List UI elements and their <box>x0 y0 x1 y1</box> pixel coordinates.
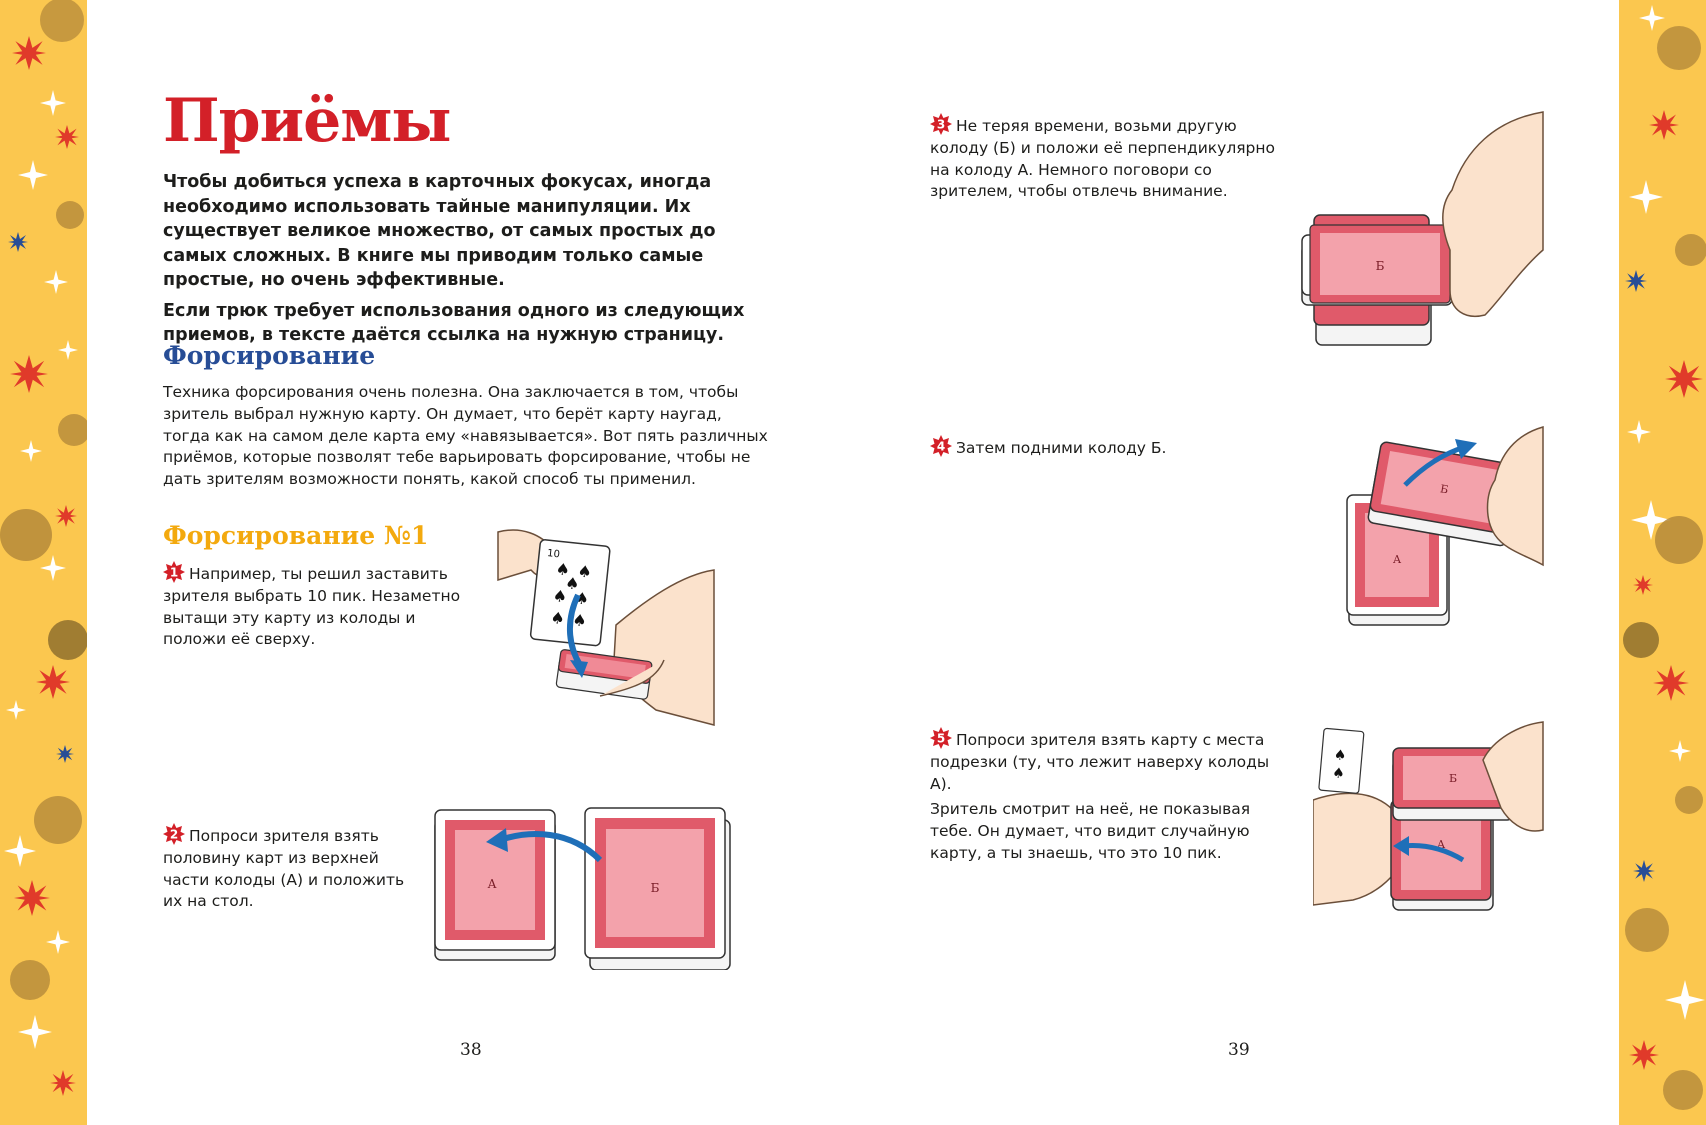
svg-text:Б: Б <box>1375 259 1385 273</box>
step-text: Не теряя времени, возьми другую колоду (Б) и положи её перпендикулярно на колоду А. Немного поговори со зрителем, чтобы отвлечь внимание. <box>930 117 1276 201</box>
svg-text:1: 1 <box>169 565 179 580</box>
svg-text:3: 3 <box>936 117 946 132</box>
step-text: Затем подними колоду Б. <box>956 439 1167 457</box>
subsection-heading: Форсирование №1 <box>163 521 429 550</box>
page-title: Приёмы <box>163 86 451 156</box>
step-text: Попроси зрителя взять карту с места подрезки (ту, что лежит наверху колоды А). <box>930 731 1270 793</box>
svg-text:♠: ♠ <box>554 559 571 580</box>
left-decorative-border <box>0 0 87 1125</box>
svg-text:10: 10 <box>546 548 561 561</box>
star-pattern-icon <box>0 0 87 1125</box>
page-number-left: 38 <box>460 1040 482 1060</box>
step-4 <box>930 435 1230 460</box>
svg-text:♠: ♠ <box>1331 765 1346 783</box>
step-text: Например, ты решил заставить зрителя выбрать 10 пик. Незаметно вытащи эту карту из колоды и положи её сверху. <box>163 565 461 649</box>
svg-text:♠: ♠ <box>576 561 593 582</box>
illustration-step-2 <box>430 800 740 970</box>
hand-illustration <box>1443 112 1543 316</box>
illustration-step-4 <box>1325 425 1545 635</box>
svg-text:Б: Б <box>1448 772 1458 785</box>
svg-text:5: 5 <box>936 731 946 746</box>
step-number-badge-icon <box>163 823 185 845</box>
svg-text:4: 4 <box>936 439 946 454</box>
step-number-badge-icon <box>163 561 185 583</box>
section-heading: Форсирование <box>163 341 376 370</box>
section-paragraph: Техника форсирования очень полезна. Она заключается в том, чтобы зритель выбрал нужную карту. Он думает, что берёт карту наугад, тогда как на самом деле карта ему «навязывается». Вот пять различных приёмов, которые позволят тебе варьировать форсирование, чтобы не дать зрителям возможности понять, какой способ ты применил. <box>163 383 768 489</box>
page-number-right: 39 <box>1228 1040 1250 1060</box>
illustration-step-1 <box>496 520 716 730</box>
step-2 <box>163 823 408 913</box>
ten-of-spades-card <box>1319 728 1364 793</box>
intro-text <box>163 170 763 354</box>
deck-b <box>585 808 730 970</box>
svg-text:♠: ♠ <box>551 585 569 607</box>
intro-paragraph: Чтобы добиться успеха в карточных фокусах, иногда необходимо использовать тайные манипуляции. Их существует великое множество, от самых простых до самых сложных. В книге мы приводим только самые простые, но очень эффективные. <box>163 172 716 290</box>
step-number-badge-icon <box>930 113 952 135</box>
step-5 <box>930 727 1275 865</box>
svg-text:♠: ♠ <box>573 588 590 609</box>
svg-text:♠: ♠ <box>1333 747 1348 765</box>
hand-illustration <box>1313 793 1403 905</box>
intro-paragraph: Если трюк требует использования одного из следующих приемов, в тексте даётся ссылка на нужную страницу. <box>163 300 745 345</box>
svg-text:А: А <box>1392 553 1402 566</box>
svg-text:А: А <box>487 877 497 891</box>
svg-text:2: 2 <box>169 827 179 842</box>
illustration-step-5 <box>1313 720 1545 925</box>
right-decorative-border <box>1619 0 1706 1125</box>
svg-text:Б: Б <box>650 881 660 895</box>
step-1 <box>163 561 473 651</box>
svg-text:♠: ♠ <box>564 573 581 594</box>
svg-text:А: А <box>1436 838 1446 851</box>
deck-b <box>1302 225 1452 305</box>
step-3 <box>930 113 1275 203</box>
step-number-badge-icon <box>930 435 952 457</box>
illustration-step-3 <box>1300 110 1545 360</box>
step-extra-text: Зритель смотрит на неё, не показывая тебе. Он думает, что видит случайную карту, а ты знаешь, что это 10 пик. <box>930 800 1251 862</box>
svg-text:Б: Б <box>1439 482 1450 497</box>
svg-text:♠: ♠ <box>571 610 588 631</box>
star-pattern-icon <box>1619 0 1706 1125</box>
step-text: Попроси зрителя взять половину карт из верхней части колоды (А) и положить их на стол. <box>163 827 405 911</box>
step-number-badge-icon <box>930 727 952 749</box>
svg-text:♠: ♠ <box>549 607 566 629</box>
